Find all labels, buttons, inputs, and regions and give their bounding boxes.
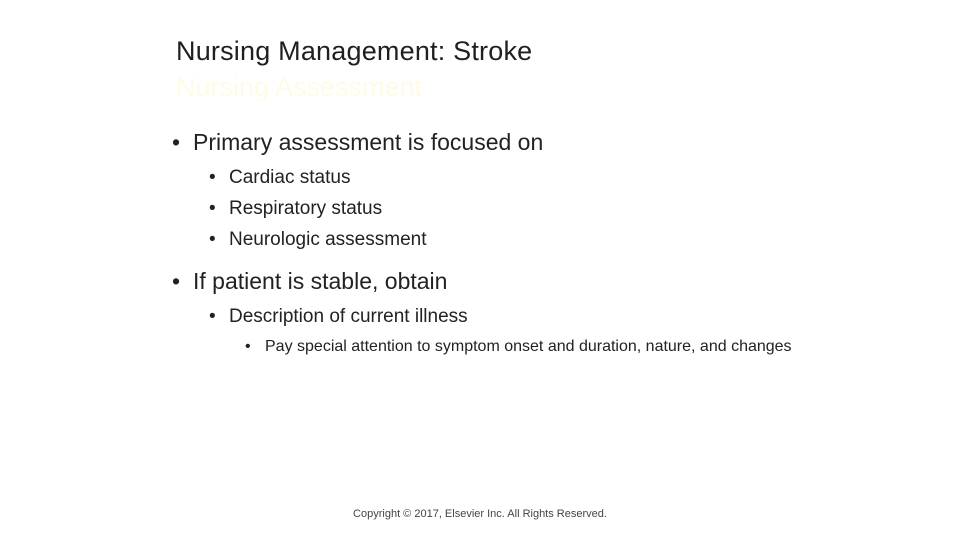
sub-bullet-text: Neurologic assessment [229, 229, 427, 250]
bullet-text: If patient is stable, obtain [193, 268, 448, 294]
bullet-icon: • [245, 338, 251, 355]
bullet-icon: • [209, 229, 216, 250]
sub-bullet-cardiac-status [209, 162, 832, 193]
sub-bullet-respiratory-status [209, 193, 832, 224]
bullet-icon: • [209, 167, 216, 188]
sub-bullet-description-current-illness [209, 301, 832, 332]
bullet-icon: • [172, 268, 181, 294]
bullet-icon: • [172, 129, 181, 155]
sub-bullet-neurologic-assessment [209, 224, 832, 255]
sub-bullet-text: Respiratory status [229, 198, 383, 219]
slide-title: Nursing Management: Stroke [176, 36, 533, 66]
bullet-text: Primary assessment is focused on [193, 129, 544, 155]
bullet-icon: • [209, 306, 216, 327]
bullet-item-primary-assessment [172, 126, 832, 158]
sub-bullet-text: Cardiac status [229, 167, 351, 188]
bullet-list [172, 126, 832, 357]
bullet-item-if-patient-stable [172, 265, 832, 297]
slide-subtitle: Nursing Assessment [176, 72, 423, 102]
bullet-icon: • [209, 198, 216, 219]
copyright-footer: Copyright © 2017, Elsevier Inc. All Rights Reserved. [353, 508, 607, 520]
sub-sub-bullet-text: Pay special attention to symptom onset and duration, nature, and changes [265, 338, 792, 355]
sub-bullet-text: Description of current illness [229, 306, 468, 327]
sub-sub-bullet-symptom-onset [245, 336, 805, 357]
